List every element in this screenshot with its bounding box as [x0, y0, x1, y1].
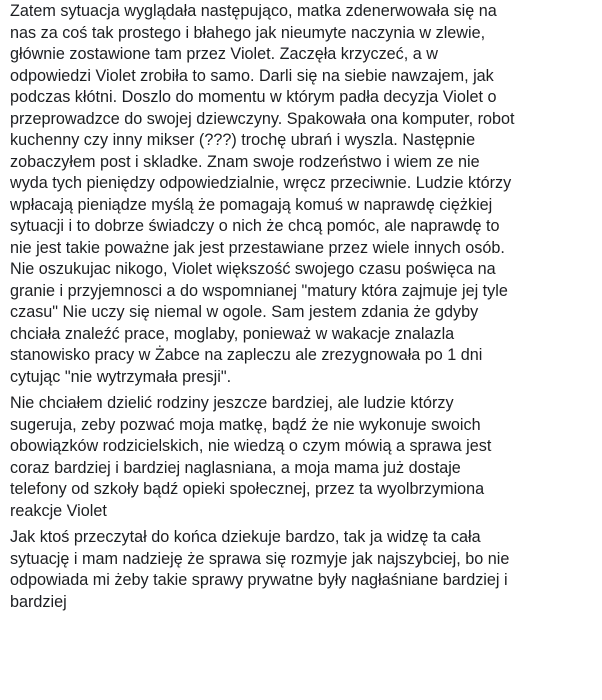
text-line: wpłacają pieniądze myślą że pomagają komuś w naprawdę ciężkiej	[10, 195, 493, 214]
text-line: Jak ktoś przeczytał do końca dziekuje bardzo, tak ja widzę ta cała	[10, 528, 481, 546]
text-line: stanowisko pracy w Żabce na zapleczu ale zrezygnowała po 1 dni	[10, 346, 483, 364]
post-paragraph-1	[10, 1, 596, 388]
text-line: sugeruja, zeby pozwać moja matkę, bądź że nie wykonuje swoich	[10, 415, 481, 434]
text-line: Zatem sytuacja wyglądała następująco, matka zdenerwowała się na	[10, 2, 497, 20]
text-line: granie i przyjemnosci a do wspomnianej "matury która zajmuje jej tyle	[10, 281, 508, 300]
text-line: sytuacji i to dobrze świadczy o nich że chcą pomóc, ale naprawdę to	[10, 217, 500, 235]
text-line: odpowiedzi Violet zrobiła to samo. Darli się na siebie nawzajem, jak	[10, 66, 494, 85]
text-line: podczas kłótni. Doszlo do momentu w którym padła decyzja Violet o	[10, 88, 497, 106]
text-line: sytuację i mam nadzieję że sprawa się rozmyje jak najszybciej, bo nie	[10, 549, 510, 568]
text-line: chciała znaleźć prace, moglaby, ponieważ w wakacje znalazla	[10, 324, 455, 343]
text-line: cytując "nie wytrzymała presji".	[10, 367, 232, 386]
text-line: bardziej	[10, 592, 67, 611]
text-line: Nie chciałem dzielić rodziny jeszcze bardziej, ale ludzie którzy	[10, 394, 454, 412]
post-paragraph-3	[10, 527, 596, 613]
text-line: kuchenny czy inny mikser (???) trochę ubrań i wyszla. Następnie	[10, 131, 476, 149]
text-line: przeprowadzce do swojej dziewczyny. Spakowała ona komputer, robot	[10, 109, 515, 128]
text-line: czasu" Nie uczy się niemal w ogole. Sam jestem zdania że gdyby	[10, 303, 479, 321]
post-body	[10, 0, 596, 613]
text-line: nas za coś tak prostego i błahego jak nieumyte naczynia w zlewie,	[10, 23, 486, 42]
post-paragraph-2	[10, 393, 596, 522]
text-line: coraz bardziej i bardziej naglasniana, a moja mama już dostaje	[10, 458, 461, 477]
text-line: obowiązków rodzicielskich, nie wiedzą o czym mówią a sprawa jest	[10, 437, 492, 455]
text-line: odpowiada mi żeby takie sprawy prywatne były nagłaśniane bardziej i	[10, 571, 508, 589]
text-line: telefony od szkoły bądź opieki społecznej, przez ta wyolbrzymiona	[10, 480, 485, 498]
text-line: nie jest takie poważne jak jest przestawiane przez wiele innych osób.	[10, 238, 505, 257]
text-line: Nie oszukujac nikogo, Violet większość swojego czasu poświęca na	[10, 260, 496, 278]
text-line: zobaczyłem post i skladke. Znam swoje rodzeństwo i wiem ze nie	[10, 152, 480, 171]
text-line: głównie zostawione tam przez Violet. Zaczęła krzyczeć, a w	[10, 45, 438, 63]
text-line: wyda tych pieniędzy odpowiedzialnie, wręcz przeciwnie. Ludzie którzy	[10, 174, 512, 192]
text-line: reakcje Violet	[10, 501, 107, 520]
